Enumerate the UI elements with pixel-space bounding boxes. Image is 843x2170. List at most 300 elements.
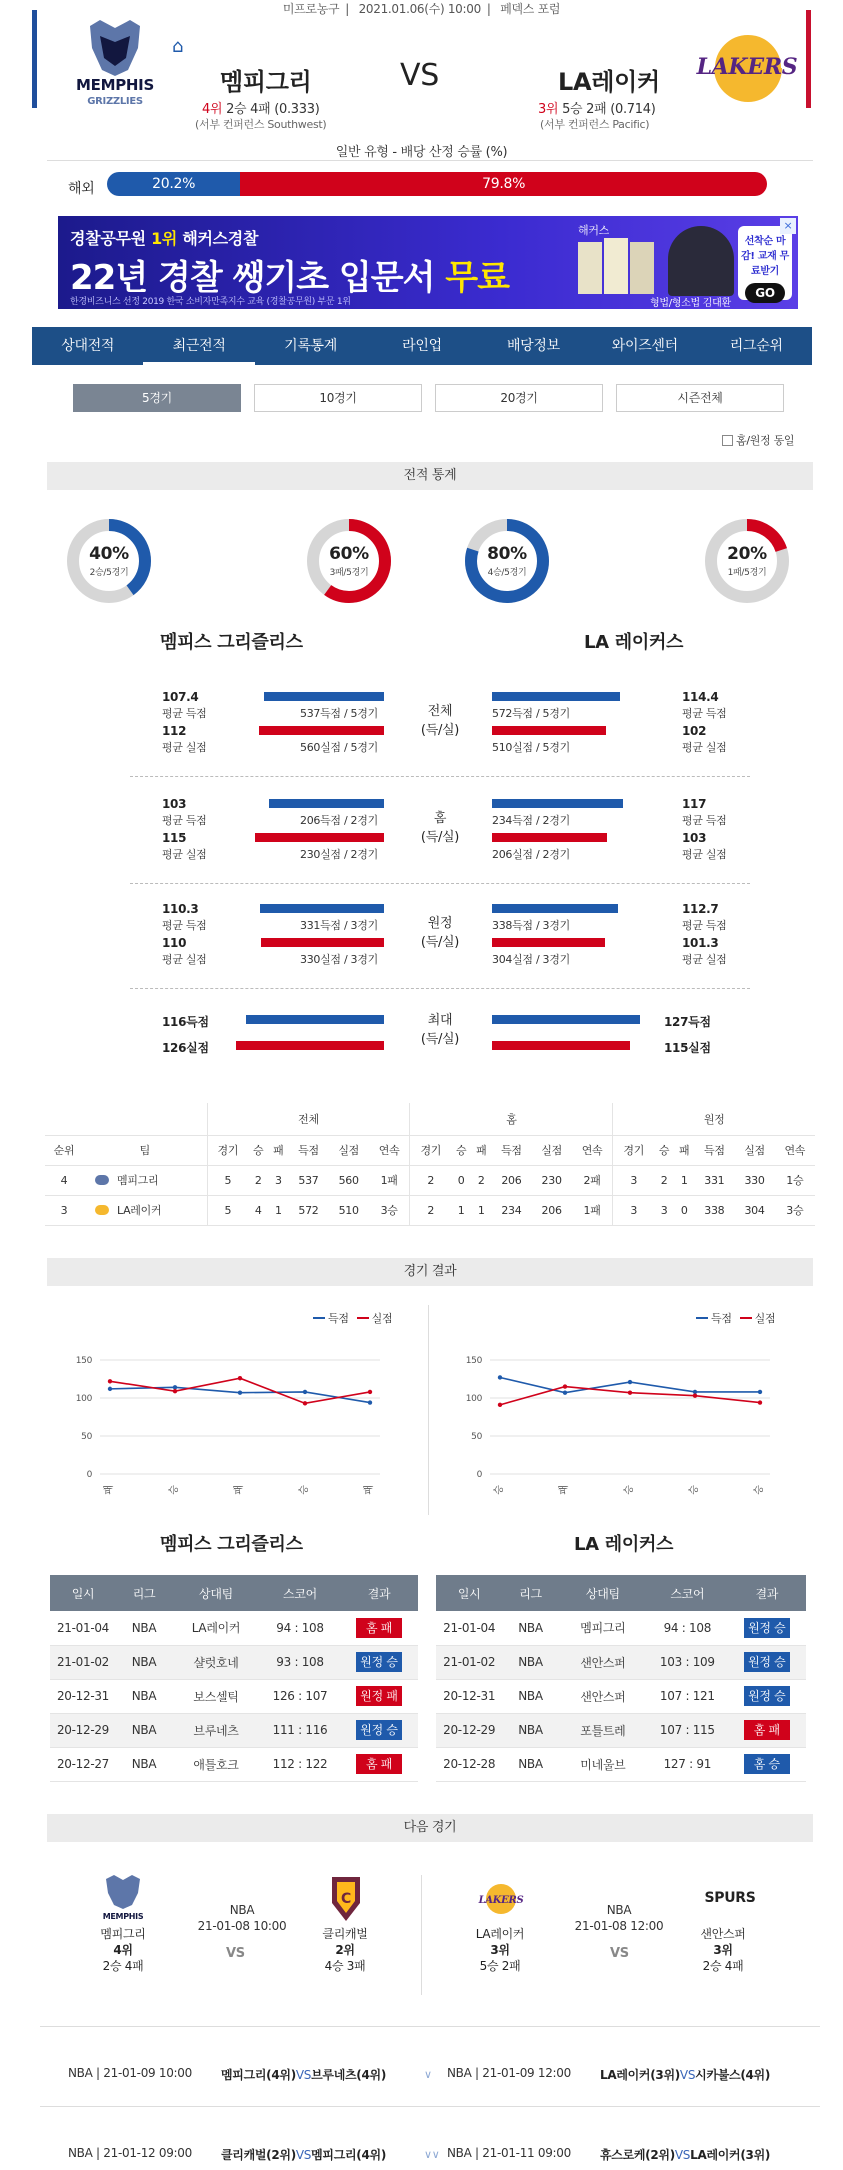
stat-bar	[259, 726, 384, 735]
data-point	[628, 1380, 632, 1384]
tab-wise-center[interactable]: 와이즈센터	[611, 338, 678, 354]
x-tick-label: 승	[169, 1485, 180, 1495]
table-cell: 3	[613, 1195, 654, 1225]
match-info-bar: 미프로농구 | 2021.01.06(수) 10:00 | 페덱스 포럼	[282, 2, 561, 16]
data-point	[563, 1384, 567, 1388]
table-cell: 애틀호크	[172, 1747, 260, 1781]
stat-bar-label: 206실점 / 2경기	[492, 848, 570, 861]
table-row	[50, 1747, 418, 1781]
stat-bar-label: 230실점 / 2경기	[300, 848, 378, 861]
team-a[interactable]: LA레이커(3위)	[600, 2068, 680, 2082]
memphis-logo	[70, 18, 160, 110]
next-away-rank: 3위	[713, 1943, 733, 1957]
column-header: 실점	[734, 1135, 774, 1165]
stat-value: 103	[162, 797, 187, 811]
home-probability: 20.2%	[107, 172, 240, 196]
subtab-season[interactable]: 시즌전체	[616, 384, 784, 412]
stat-value: 112	[162, 724, 187, 738]
table-row	[436, 1645, 806, 1679]
checkbox-label: 홈/원정 동일	[736, 434, 795, 447]
table-cell: 1	[451, 1195, 471, 1225]
column-header: 팀	[83, 1135, 207, 1165]
stat-bar	[492, 692, 620, 701]
subtab-10-games[interactable]: 10경기	[254, 384, 422, 412]
column-header: 실점	[532, 1135, 572, 1165]
venue-label: 페덱스 포럼	[500, 2, 561, 16]
column-header: 경기	[207, 1135, 248, 1165]
x-tick-label: 승	[689, 1485, 700, 1495]
column-header: 패	[674, 1135, 694, 1165]
tab-odds[interactable]: 배당정보	[506, 338, 560, 354]
ad-fineprint: 한경비즈니스 선정 2019 한국 소비자만족지수 교육 (경찰공무원) 부문 1위	[70, 297, 351, 307]
table-cell: 3승	[775, 1195, 815, 1225]
stat-bar	[264, 692, 384, 701]
team-a[interactable]: 휴스로케(2위)	[600, 2148, 675, 2162]
column-header: 득점	[694, 1135, 734, 1165]
team-a[interactable]: 클리캐벌(2위)	[221, 2148, 296, 2162]
column-header: 경기	[410, 1135, 451, 1165]
table-row	[50, 1679, 418, 1713]
stat-value: 114.4	[682, 690, 719, 704]
stat-label: 평균 실점	[682, 741, 727, 754]
vs-label: VS	[679, 2068, 696, 2082]
data-point	[108, 1387, 112, 1391]
matchup-link[interactable]	[221, 2066, 386, 2083]
tab-head-to-head[interactable]: 상대전적	[61, 338, 115, 354]
lakers-logo	[690, 28, 804, 108]
game-meta: NBA | 21-01-09 12:00	[447, 2066, 571, 2080]
table-cell: NBA	[502, 1679, 558, 1713]
column-header: 득점	[491, 1135, 531, 1165]
table-cell: NBA	[116, 1611, 172, 1645]
vs-label: VS	[674, 2148, 691, 2162]
divider	[130, 883, 750, 884]
data-point	[498, 1403, 502, 1407]
column-header: 득점	[288, 1135, 328, 1165]
stat-value: 103	[682, 831, 707, 845]
table-cell: 20-12-29	[50, 1713, 116, 1747]
table-cell: 94 : 108	[260, 1611, 340, 1645]
game-meta: NBA | 21-01-11 09:00	[447, 2146, 571, 2160]
tab-recent[interactable]: 최근전적	[143, 327, 254, 365]
table-cell: 20-12-28	[436, 1747, 502, 1781]
stat-label: 평균 실점	[162, 848, 207, 861]
win-probability-bar	[107, 172, 767, 196]
table-cell: 21-01-02	[50, 1645, 116, 1679]
tab-standings[interactable]: 리그순위	[729, 338, 783, 354]
away-full-name: LA 레이커스	[584, 632, 684, 653]
max-home-allow-bar	[236, 1041, 384, 1050]
table-row	[436, 1611, 806, 1645]
table-cell: 338	[694, 1195, 734, 1225]
result-cell	[728, 1679, 806, 1713]
stat-bar	[255, 833, 384, 842]
vs-label: VS	[295, 2068, 312, 2082]
away-record-text: 5승 2패 (0.714)	[562, 102, 656, 117]
team-b[interactable]: 브루네츠(4위)	[311, 2068, 387, 2082]
x-tick-label: 승	[754, 1485, 765, 1495]
group-total: 전체	[207, 1103, 410, 1135]
team-b[interactable]: LA레이커(3위)	[690, 2148, 771, 2162]
stat-label: 평균 득점	[682, 919, 727, 932]
stat-bar	[492, 833, 607, 842]
table-cell: 21-01-04	[50, 1611, 116, 1645]
svg-text:MEMPHIS: MEMPHIS	[76, 76, 154, 94]
stat-group-label: 전체 (득/실)	[420, 704, 460, 738]
table-row	[436, 1679, 806, 1713]
away-record	[538, 98, 655, 117]
table-cell: NBA	[116, 1747, 172, 1781]
table-cell: 미네울브	[559, 1747, 647, 1781]
donut-home-losses: 60% 3패/5경기	[306, 518, 392, 604]
table-cell: 샬럿호네	[172, 1645, 260, 1679]
result-badge: 원정 승	[744, 1652, 790, 1672]
table-cell: 330	[734, 1165, 774, 1195]
stat-label: 평균 득점	[162, 707, 207, 720]
table-cell: 21-01-04	[436, 1611, 502, 1645]
table-cell: NBA	[502, 1645, 558, 1679]
data-point	[238, 1376, 242, 1380]
table-cell: 1	[471, 1195, 491, 1225]
donut-away-wins: 80% 4승/5경기	[464, 518, 550, 604]
result-cell	[340, 1611, 418, 1645]
category-label: 미프로농구	[282, 2, 340, 16]
table-cell: 20-12-31	[436, 1679, 502, 1713]
legend-swatch	[740, 1317, 752, 1319]
table-cell: 2	[654, 1165, 674, 1195]
table-cell: 230	[532, 1165, 572, 1195]
table-row	[45, 1195, 815, 1225]
table-cell: 111 : 116	[260, 1713, 340, 1747]
ad-title: 22년 경찰 쌩기초 입문서 무료	[70, 258, 509, 298]
next-home-team: 멤피그리	[100, 1927, 146, 1941]
away-rank: 3위	[538, 102, 559, 117]
data-point	[368, 1390, 372, 1394]
team-b[interactable]: 시카불스(4위)	[695, 2068, 771, 2082]
home-results-table	[50, 1575, 418, 1782]
home-away-checkbox[interactable]	[722, 432, 794, 448]
stat-bar-label: 338득점 / 3경기	[492, 919, 570, 932]
stat-value: 110	[162, 936, 187, 950]
result-cell	[340, 1747, 418, 1781]
stat-bar	[492, 726, 606, 735]
table-cell: 126 : 107	[260, 1679, 340, 1713]
table-cell: 1	[268, 1195, 288, 1225]
section-results: 경기 결과	[47, 1258, 813, 1286]
stat-bar-label: 537득점 / 5경기	[300, 707, 378, 720]
data-point	[303, 1401, 307, 1405]
home-icon[interactable]: ⌂	[172, 36, 184, 57]
matchup-link[interactable]	[600, 2146, 770, 2163]
y-tick-label: 100	[465, 1394, 482, 1404]
table-cell: 3	[45, 1195, 83, 1225]
stat-bar	[261, 938, 384, 947]
y-tick-label: 50	[81, 1432, 92, 1442]
result-cell	[728, 1747, 806, 1781]
ad-caption: 형법/형소법 김대환	[650, 298, 731, 309]
result-badge: 홈 승	[744, 1754, 790, 1774]
table-cell: 537	[288, 1165, 328, 1195]
stat-value: 110.3	[162, 902, 199, 916]
data-point	[758, 1400, 762, 1404]
table-cell: 572	[288, 1195, 328, 1225]
game-meta: NBA | 21-01-09 10:00	[68, 2066, 192, 2080]
group-away: 원정	[613, 1103, 815, 1135]
go-button[interactable]: GO	[745, 283, 785, 303]
section-next-games: 다음 경기	[47, 1814, 813, 1842]
table-cell: NBA	[502, 1747, 558, 1781]
table-cell: 3	[613, 1165, 654, 1195]
stat-bar-label: 234득점 / 2경기	[492, 814, 570, 827]
next-time: 21-01-08 12:00	[574, 1919, 664, 1933]
column-header: 패	[471, 1135, 491, 1165]
tab-stats[interactable]: 기록통계	[284, 338, 337, 354]
table-cell: 20-12-31	[50, 1679, 116, 1713]
lakers-logo-icon	[95, 1205, 109, 1215]
stat-label: 평균 실점	[682, 848, 727, 861]
svg-text:C: C	[341, 1891, 351, 1907]
table-cell: 0	[674, 1195, 694, 1225]
stat-bar-label: 304실점 / 3경기	[492, 953, 570, 966]
table-cell: 1패	[572, 1195, 613, 1225]
subtab-5-games[interactable]: 5경기	[73, 384, 241, 412]
data-point	[693, 1390, 697, 1394]
ad-brand: 해커스	[578, 224, 609, 237]
team-b[interactable]: 멤피그리(4위)	[311, 2148, 387, 2162]
chevron-down-icon[interactable]: ∨	[424, 2068, 432, 2081]
ad-headline: 경찰공무원 1위 해커스경찰	[70, 229, 259, 248]
stat-value: 107.4	[162, 690, 199, 704]
table-cell: 107 : 121	[647, 1679, 727, 1713]
away-results-table	[436, 1575, 806, 1782]
y-tick-label: 0	[476, 1470, 482, 1480]
stat-label: 평균 실점	[682, 953, 727, 966]
home-record-text: 2승 4패 (0.333)	[226, 102, 320, 117]
ad-cta-button[interactable]: 선착순 마감! 교재 무료받기 GO	[738, 226, 792, 300]
x-tick-label: 패	[364, 1485, 375, 1495]
away-probability: 79.8%	[240, 172, 767, 196]
column-header: 연속	[369, 1135, 410, 1165]
memphis-logo-icon	[95, 1175, 109, 1185]
team-a[interactable]: 멤피그리(4위)	[221, 2068, 296, 2082]
section-record-stats: 전적 통계	[47, 462, 813, 490]
next-away-record: 2승 4패	[702, 1959, 744, 1973]
table-cell: 2패	[572, 1165, 613, 1195]
next-away-rank: 2위	[335, 1943, 355, 1957]
result-badge: 원정 승	[356, 1720, 402, 1740]
data-point	[628, 1390, 632, 1394]
table-cell: 560	[329, 1165, 369, 1195]
stat-label: 평균 실점	[162, 953, 207, 966]
stat-bar-label: 572득점 / 5경기	[492, 707, 570, 720]
result-cell	[340, 1679, 418, 1713]
max-home-score: 116득점	[162, 1015, 209, 1029]
next-divider	[421, 1875, 422, 1995]
home-score-chart	[60, 1350, 400, 1510]
stat-value: 115	[162, 831, 187, 845]
cavaliers-logo	[326, 1873, 366, 1925]
data-point	[303, 1390, 307, 1394]
table-cell: 510	[329, 1195, 369, 1225]
max-label: 최대 (득/실)	[420, 1013, 460, 1047]
table-cell: 127 : 91	[647, 1747, 727, 1781]
table-row	[436, 1747, 806, 1781]
match-datetime: 2021.01.06(수) 10:00	[358, 2, 481, 16]
table-cell: 샌안스퍼	[559, 1679, 647, 1713]
table-cell: 21-01-02	[436, 1645, 502, 1679]
table-cell: 2	[410, 1195, 451, 1225]
stat-value: 102	[682, 724, 707, 738]
data-point	[108, 1379, 112, 1383]
stat-bar	[492, 904, 618, 913]
table-cell: 1승	[775, 1165, 815, 1195]
table-cell: 4	[45, 1165, 83, 1195]
legend-swatch	[696, 1317, 708, 1319]
table-cell: 2	[248, 1165, 268, 1195]
result-badge: 원정 승	[356, 1652, 402, 1672]
next-away-record: 4승 3패	[324, 1959, 366, 1973]
home-full-name: 멤피스 그리즐리스	[160, 632, 303, 653]
table-cell: 3	[268, 1165, 288, 1195]
table-cell: 93 : 108	[260, 1645, 340, 1679]
next-home-rank: 3위	[490, 1943, 510, 1957]
table-cell: NBA	[116, 1713, 172, 1747]
table-cell: NBA	[116, 1679, 172, 1713]
stat-bar	[492, 938, 605, 947]
result-badge: 원정 패	[356, 1686, 402, 1706]
column-header: 리그	[116, 1575, 172, 1611]
divider	[130, 776, 750, 777]
table-cell: 3	[654, 1195, 674, 1225]
max-home-score-bar	[246, 1015, 384, 1024]
column-header: 승	[451, 1135, 471, 1165]
chart-legend-away: 득점 실점	[688, 1310, 775, 1326]
table-cell: 0	[451, 1165, 471, 1195]
table-row	[50, 1611, 418, 1645]
home-record	[202, 98, 319, 117]
table-cell: NBA	[116, 1645, 172, 1679]
divider	[40, 2026, 820, 2027]
svg-text:SPURS: SPURS	[704, 1890, 756, 1906]
column-header: 결과	[728, 1575, 806, 1611]
vs-label: VS	[400, 58, 439, 93]
stat-bar	[260, 904, 384, 913]
svg-text:LAKERS: LAKERS	[696, 54, 798, 80]
table-cell: LA레이커	[172, 1611, 260, 1645]
stat-value: 117	[682, 797, 707, 811]
y-tick-label: 0	[86, 1470, 92, 1480]
column-header: 경기	[613, 1135, 654, 1165]
chevron-down-icon[interactable]: ∨∨	[424, 2148, 440, 2161]
next-time: 21-01-08 10:00	[197, 1919, 287, 1933]
y-tick-label: 150	[465, 1356, 482, 1366]
stat-bar-label: 206득점 / 2경기	[300, 814, 378, 827]
result-cell	[728, 1645, 806, 1679]
data-point	[368, 1400, 372, 1404]
table-cell: 1패	[369, 1165, 410, 1195]
away-color-stripe	[806, 10, 811, 108]
legend-swatch	[313, 1317, 325, 1319]
stat-label: 평균 득점	[162, 919, 207, 932]
result-cell	[340, 1713, 418, 1747]
data-point	[498, 1375, 502, 1379]
column-header: 상대팀	[172, 1575, 260, 1611]
matchup-link[interactable]	[221, 2146, 386, 2163]
stat-label: 평균 득점	[162, 814, 207, 827]
ad-banner[interactable]	[58, 216, 798, 309]
table-cell: 94 : 108	[647, 1611, 727, 1645]
column-header: 스코어	[260, 1575, 340, 1611]
table-cell: 멤피그리	[83, 1165, 207, 1195]
stat-group-label: 원정 (득/실)	[420, 916, 460, 950]
table-cell: 206	[532, 1195, 572, 1225]
away-team-name: LA레이커	[558, 68, 660, 96]
x-tick-label: 패	[559, 1485, 570, 1495]
chart-divider	[428, 1305, 429, 1515]
spurs-logo	[700, 1882, 760, 1912]
divider	[47, 160, 813, 161]
table-cell: 331	[694, 1165, 734, 1195]
game-meta: NBA | 21-01-12 09:00	[68, 2146, 192, 2160]
table-row	[50, 1645, 418, 1679]
max-away-allow: 115실점	[664, 1041, 711, 1055]
column-header: 상대팀	[559, 1575, 647, 1611]
next-away-team: 샌안스퍼	[700, 1927, 746, 1941]
stat-label: 평균 득점	[682, 707, 727, 720]
table-cell: NBA	[502, 1713, 558, 1747]
column-header: 연속	[775, 1135, 815, 1165]
standings-table	[45, 1103, 815, 1226]
table-cell: 112 : 122	[260, 1747, 340, 1781]
stat-bar-label: 510실점 / 5경기	[492, 741, 570, 754]
y-tick-label: 100	[75, 1394, 92, 1404]
column-header: 스코어	[647, 1575, 727, 1611]
chart-legend-home: 득점 실점	[305, 1310, 392, 1326]
instructor-photo	[668, 226, 734, 296]
data-point	[173, 1389, 177, 1393]
stat-label: 평균 득점	[682, 814, 727, 827]
stat-value: 112.7	[682, 902, 719, 916]
home-rank: 4위	[202, 102, 223, 117]
result-badge: 원정 승	[744, 1686, 790, 1706]
table-cell: 3승	[369, 1195, 410, 1225]
matchup-link[interactable]	[600, 2066, 770, 2083]
table-row	[436, 1713, 806, 1747]
divider	[130, 988, 750, 989]
tab-lineup[interactable]: 라인업	[402, 338, 442, 354]
data-point	[563, 1390, 567, 1394]
checkbox-box[interactable]	[722, 435, 733, 446]
next-league: NBA	[606, 1903, 632, 1917]
column-header: 승	[654, 1135, 674, 1165]
result-cell	[728, 1611, 806, 1645]
subtab-20-games[interactable]: 20경기	[435, 384, 603, 412]
y-tick-label: 150	[75, 1356, 92, 1366]
data-point	[173, 1385, 177, 1389]
table-cell: 2	[410, 1165, 451, 1195]
x-tick-label: 패	[104, 1485, 115, 1495]
column-header: 승	[248, 1135, 268, 1165]
table-cell: 234	[491, 1195, 531, 1225]
table-row	[45, 1165, 815, 1195]
result-cell	[728, 1713, 806, 1747]
y-tick-label: 50	[471, 1432, 482, 1442]
stat-group-label: 홈 (득/실)	[420, 811, 460, 845]
next-home-record: 5승 2패	[479, 1959, 521, 1973]
stat-bar-label: 560실점 / 5경기	[300, 741, 378, 754]
table-cell: 5	[207, 1165, 248, 1195]
close-icon[interactable]: ×	[780, 218, 796, 234]
